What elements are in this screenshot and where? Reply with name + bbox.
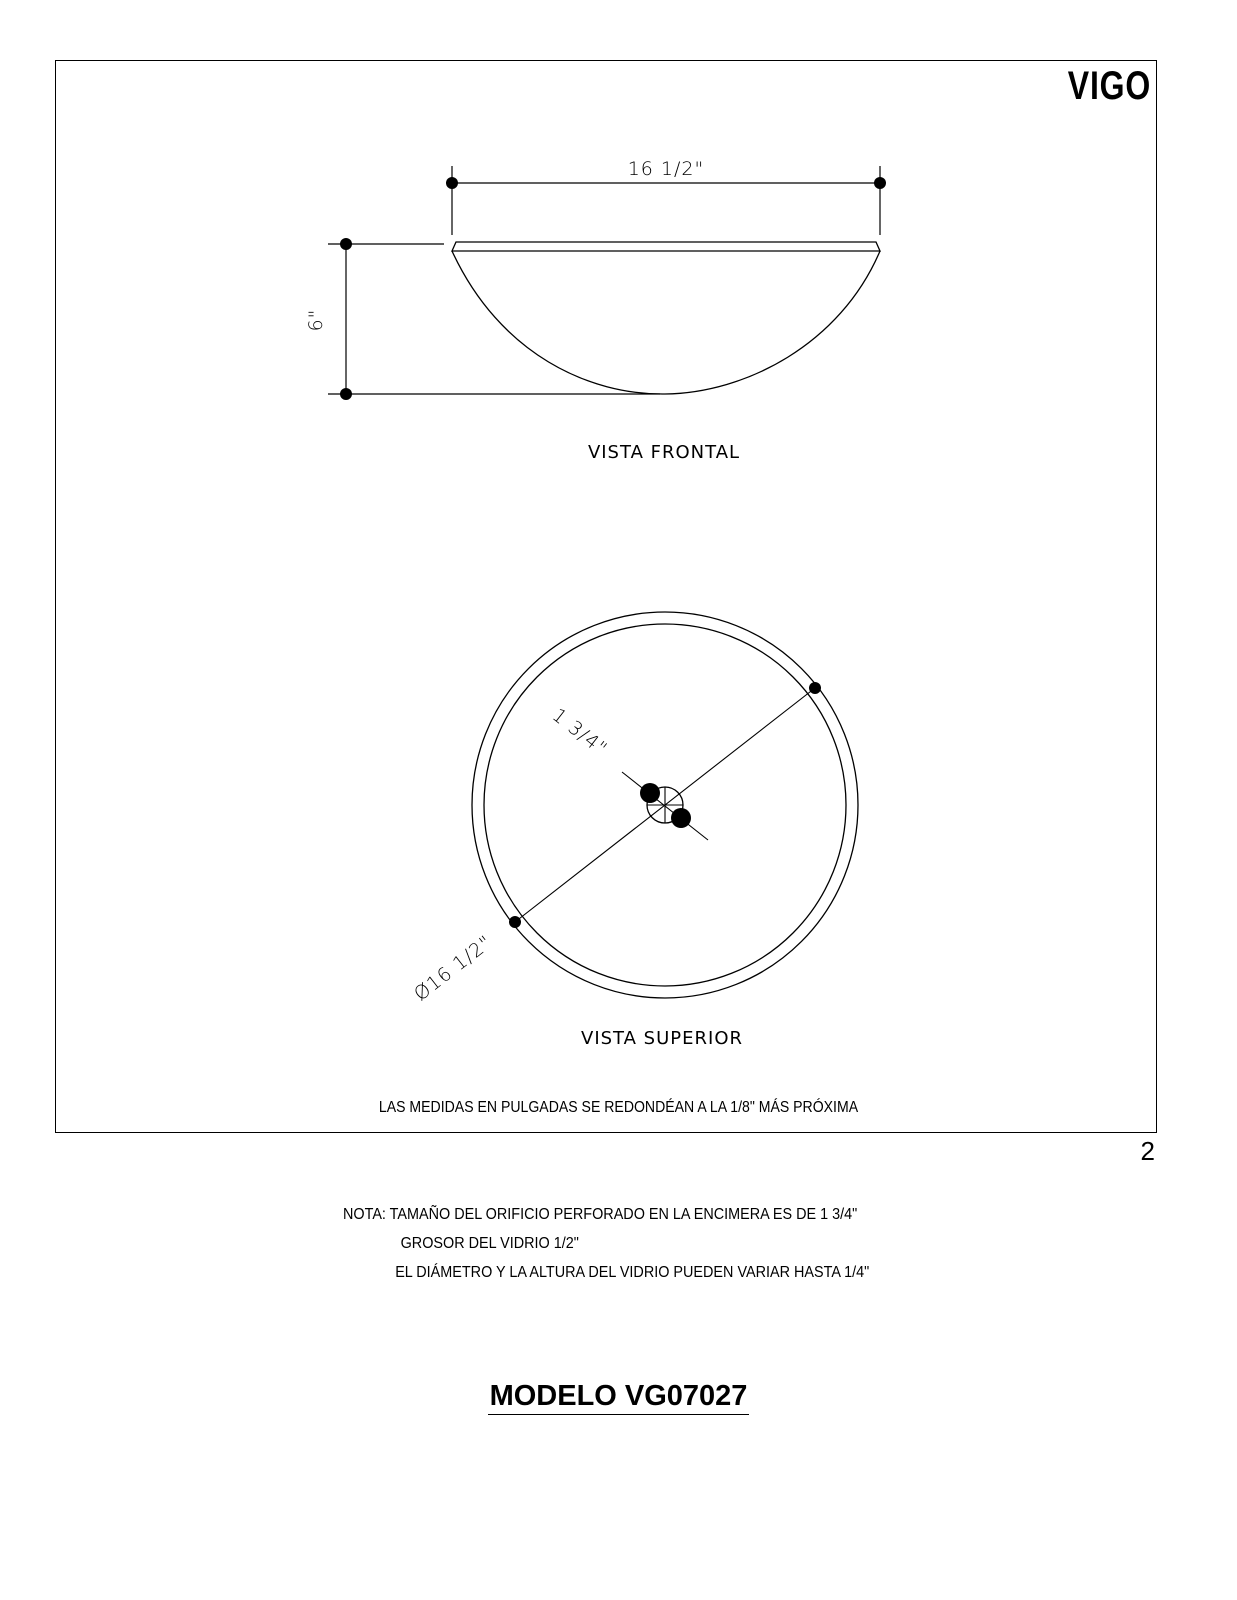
diameter-dimension-label: Ø16 1/2" <box>410 931 497 1006</box>
front-view-bowl <box>452 242 880 394</box>
width-dimension-label: 16 1/2" <box>627 158 705 180</box>
drain-dimension-label: 1 3/4" <box>547 704 612 761</box>
model-title-wrap <box>0 1380 1237 1413</box>
height-dimension <box>328 244 660 394</box>
measurement-footnote: LAS MEDIDAS EN PULGADAS SE REDONDÉAN A LA 1/8" MÁS PRÓXIMA <box>378 1099 859 1116</box>
height-dimension-label: 6" <box>305 308 327 332</box>
note-line: NOTA: TAMAÑO DEL ORIFICIO PERFORADO EN LA ENCIMERA ES DE 1 3/4" <box>343 1206 858 1223</box>
drain-dot <box>640 783 660 803</box>
note-line: EL DIÁMETRO Y LA ALTURA DEL VIDRIO PUEDEN VARIAR HASTA 1/4" <box>395 1264 870 1281</box>
top-view-label: VISTA SUPERIOR <box>581 1028 743 1049</box>
vigo-logo: VIGO <box>1067 64 1151 108</box>
drain-dot <box>671 808 691 828</box>
model-title: MODELO VG07027 <box>488 1380 750 1415</box>
dimension-dot <box>446 177 458 189</box>
page-number: 2 <box>1140 1136 1155 1166</box>
dimension-dot <box>340 388 352 400</box>
note-line: GROSOR DEL VIDRIO 1/2" <box>400 1235 579 1252</box>
notes-block <box>343 1200 869 1287</box>
front-view-label: VISTA FRONTAL <box>587 442 741 463</box>
dimension-dot <box>340 238 352 250</box>
dimension-dot <box>509 916 521 928</box>
dimension-dot <box>809 682 821 694</box>
dimension-dot <box>874 177 886 189</box>
